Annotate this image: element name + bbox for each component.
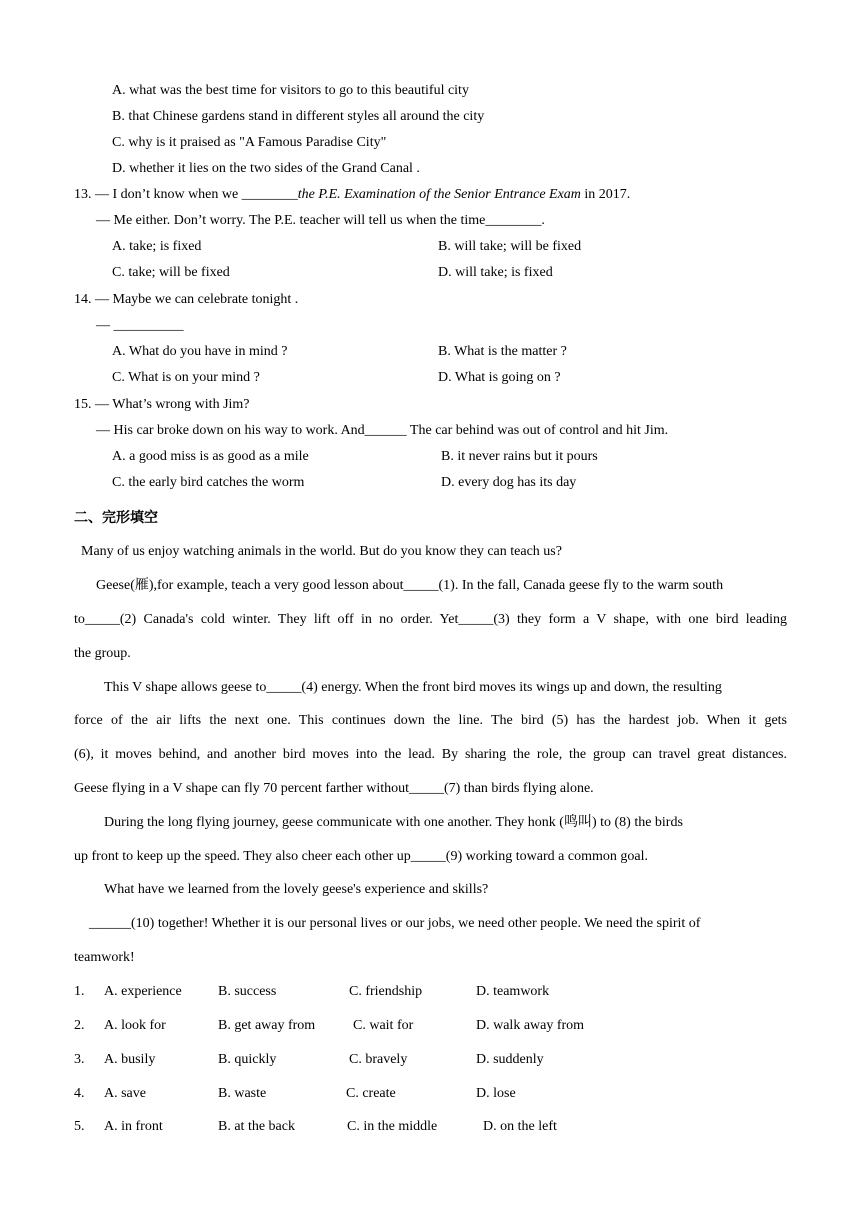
q14-option-c: C. What is on your mind ? [112,370,260,385]
cloze-option-d: D. walk away from [476,1018,585,1033]
q13-option-c: C. take; will be fixed [112,265,230,280]
cloze-option-d: D. on the left [483,1119,557,1134]
q14-option-b: B. What is the matter ? [438,344,567,359]
cloze-option-a: A. busily [104,1052,156,1067]
cloze-option-d: D. teamwork [476,984,550,999]
cloze-option-c: C. wait for [353,1018,414,1033]
section-heading: 二、完形填空 [74,510,158,526]
cloze-option-b: B. waste [218,1086,267,1101]
passage-p2-line2-text: to_____(2) Canada's cold winter. They lift off in no order. Yet_____(3) they form a V shape, with one bird leading [74,612,787,627]
passage-p3-line1: This V shape allows geese to_____(4) energy. When the front bird moves its wings up and down, the resulting [104,680,722,695]
cloze-option-b: B. at the back [218,1119,295,1134]
cloze-number: 1. [74,984,85,999]
passage-p3-line3-text: (6), it moves behind, and another bird moves into the lead. By sharing the role, the group can travel great distances. [74,747,787,762]
q13-stem-post: in 2017. [580,187,631,202]
cloze-option-b: B. success [218,984,277,999]
cloze-option-a: A. look for [104,1018,166,1033]
cloze-number: 4. [74,1086,85,1101]
cloze-option-c: C. friendship [349,984,423,999]
q15-option-b: B. it never rains but it pours [441,449,598,464]
passage-p4-line1: During the long flying journey, geese communicate with one another. They honk (鸣叫) to (8) the birds [104,815,683,830]
q15-option-d: D. every dog has its day [441,475,577,490]
q13-stem-italic: the P.E. Examination of the Senior Entrance Exam [297,187,581,202]
q13-stem-pre: 13. — I don’t know when we ________ [74,187,298,202]
passage-p3-line3 [74,746,787,764]
cloze-option-c: C. in the middle [347,1119,438,1134]
cloze-option-c: C. create [346,1086,396,1101]
passage-p6-line2: teamwork! [74,950,135,965]
cloze-option-a: A. save [104,1086,146,1101]
passage-p2-line1: Geese(雁),for example, teach a very good lesson about_____(1). In the fall, Canada geese fly to the warm south [96,578,724,593]
q14-response: — __________ [96,318,184,333]
q15-option-a: A. a good miss is as good as a mile [112,449,309,464]
q15-response: — His car broke down on his way to work. And______ The car behind was out of control and hit Jim. [96,423,669,438]
cloze-number: 2. [74,1018,85,1033]
passage-p2-line3: the group. [74,646,131,661]
cloze-option-b: B. quickly [218,1052,277,1067]
passage-p3-line2-text: force of the air lifts the next one. This continues down the line. The bird (5) has the hardest job. When it gets [74,713,787,728]
cloze-option-d: D. suddenly [476,1052,544,1067]
cloze-number: 5. [74,1119,85,1134]
q12-option-d: D. whether it lies on the two sides of the Grand Canal . [112,161,420,176]
cloze-option-d: D. lose [476,1086,516,1101]
q12-option-c: C. why is it praised as "A Famous Paradise City" [112,135,387,150]
cloze-option-a: A. in front [104,1119,163,1134]
passage-p6-line1: ______(10) together! Whether it is our personal lives or our jobs, we need other people. We need the spirit of [89,916,701,931]
passage-p4-line2: up front to keep up the speed. They also cheer each other up_____(9) working toward a common goal. [74,849,648,864]
passage-p5: What have we learned from the lovely geese's experience and skills? [104,882,489,897]
cloze-number: 3. [74,1052,85,1067]
passage-p1: Many of us enjoy watching animals in the world. But do you know they can teach us? [81,544,562,559]
q14-option-a: A. What do you have in mind ? [112,344,288,359]
q15-stem: 15. — What’s wrong with Jim? [74,397,250,412]
q15-option-c: C. the early bird catches the worm [112,475,305,490]
q13-stem [74,186,630,204]
q13-option-b: B. will take; will be fixed [438,239,582,254]
q13-response: — Me either. Don’t worry. The P.E. teacher will tell us when the time________. [96,213,545,228]
cloze-option-a: A. experience [104,984,182,999]
passage-p3-line4: Geese flying in a V shape can fly 70 percent farther without_____(7) than birds flying alone. [74,781,594,796]
passage-p3-line2 [74,712,787,730]
q14-stem: 14. — Maybe we can celebrate tonight . [74,292,299,307]
q14-option-d: D. What is going on ? [438,370,561,385]
passage-p2-line2 [74,611,787,629]
q12-option-a: A. what was the best time for visitors to go to this beautiful city [112,83,469,98]
cloze-option-c: C. bravely [349,1052,408,1067]
q13-option-d: D. will take; is fixed [438,265,553,280]
q13-option-a: A. take; is fixed [112,239,202,254]
cloze-option-b: B. get away from [218,1018,316,1033]
q12-option-b: B. that Chinese gardens stand in different styles all around the city [112,109,485,124]
